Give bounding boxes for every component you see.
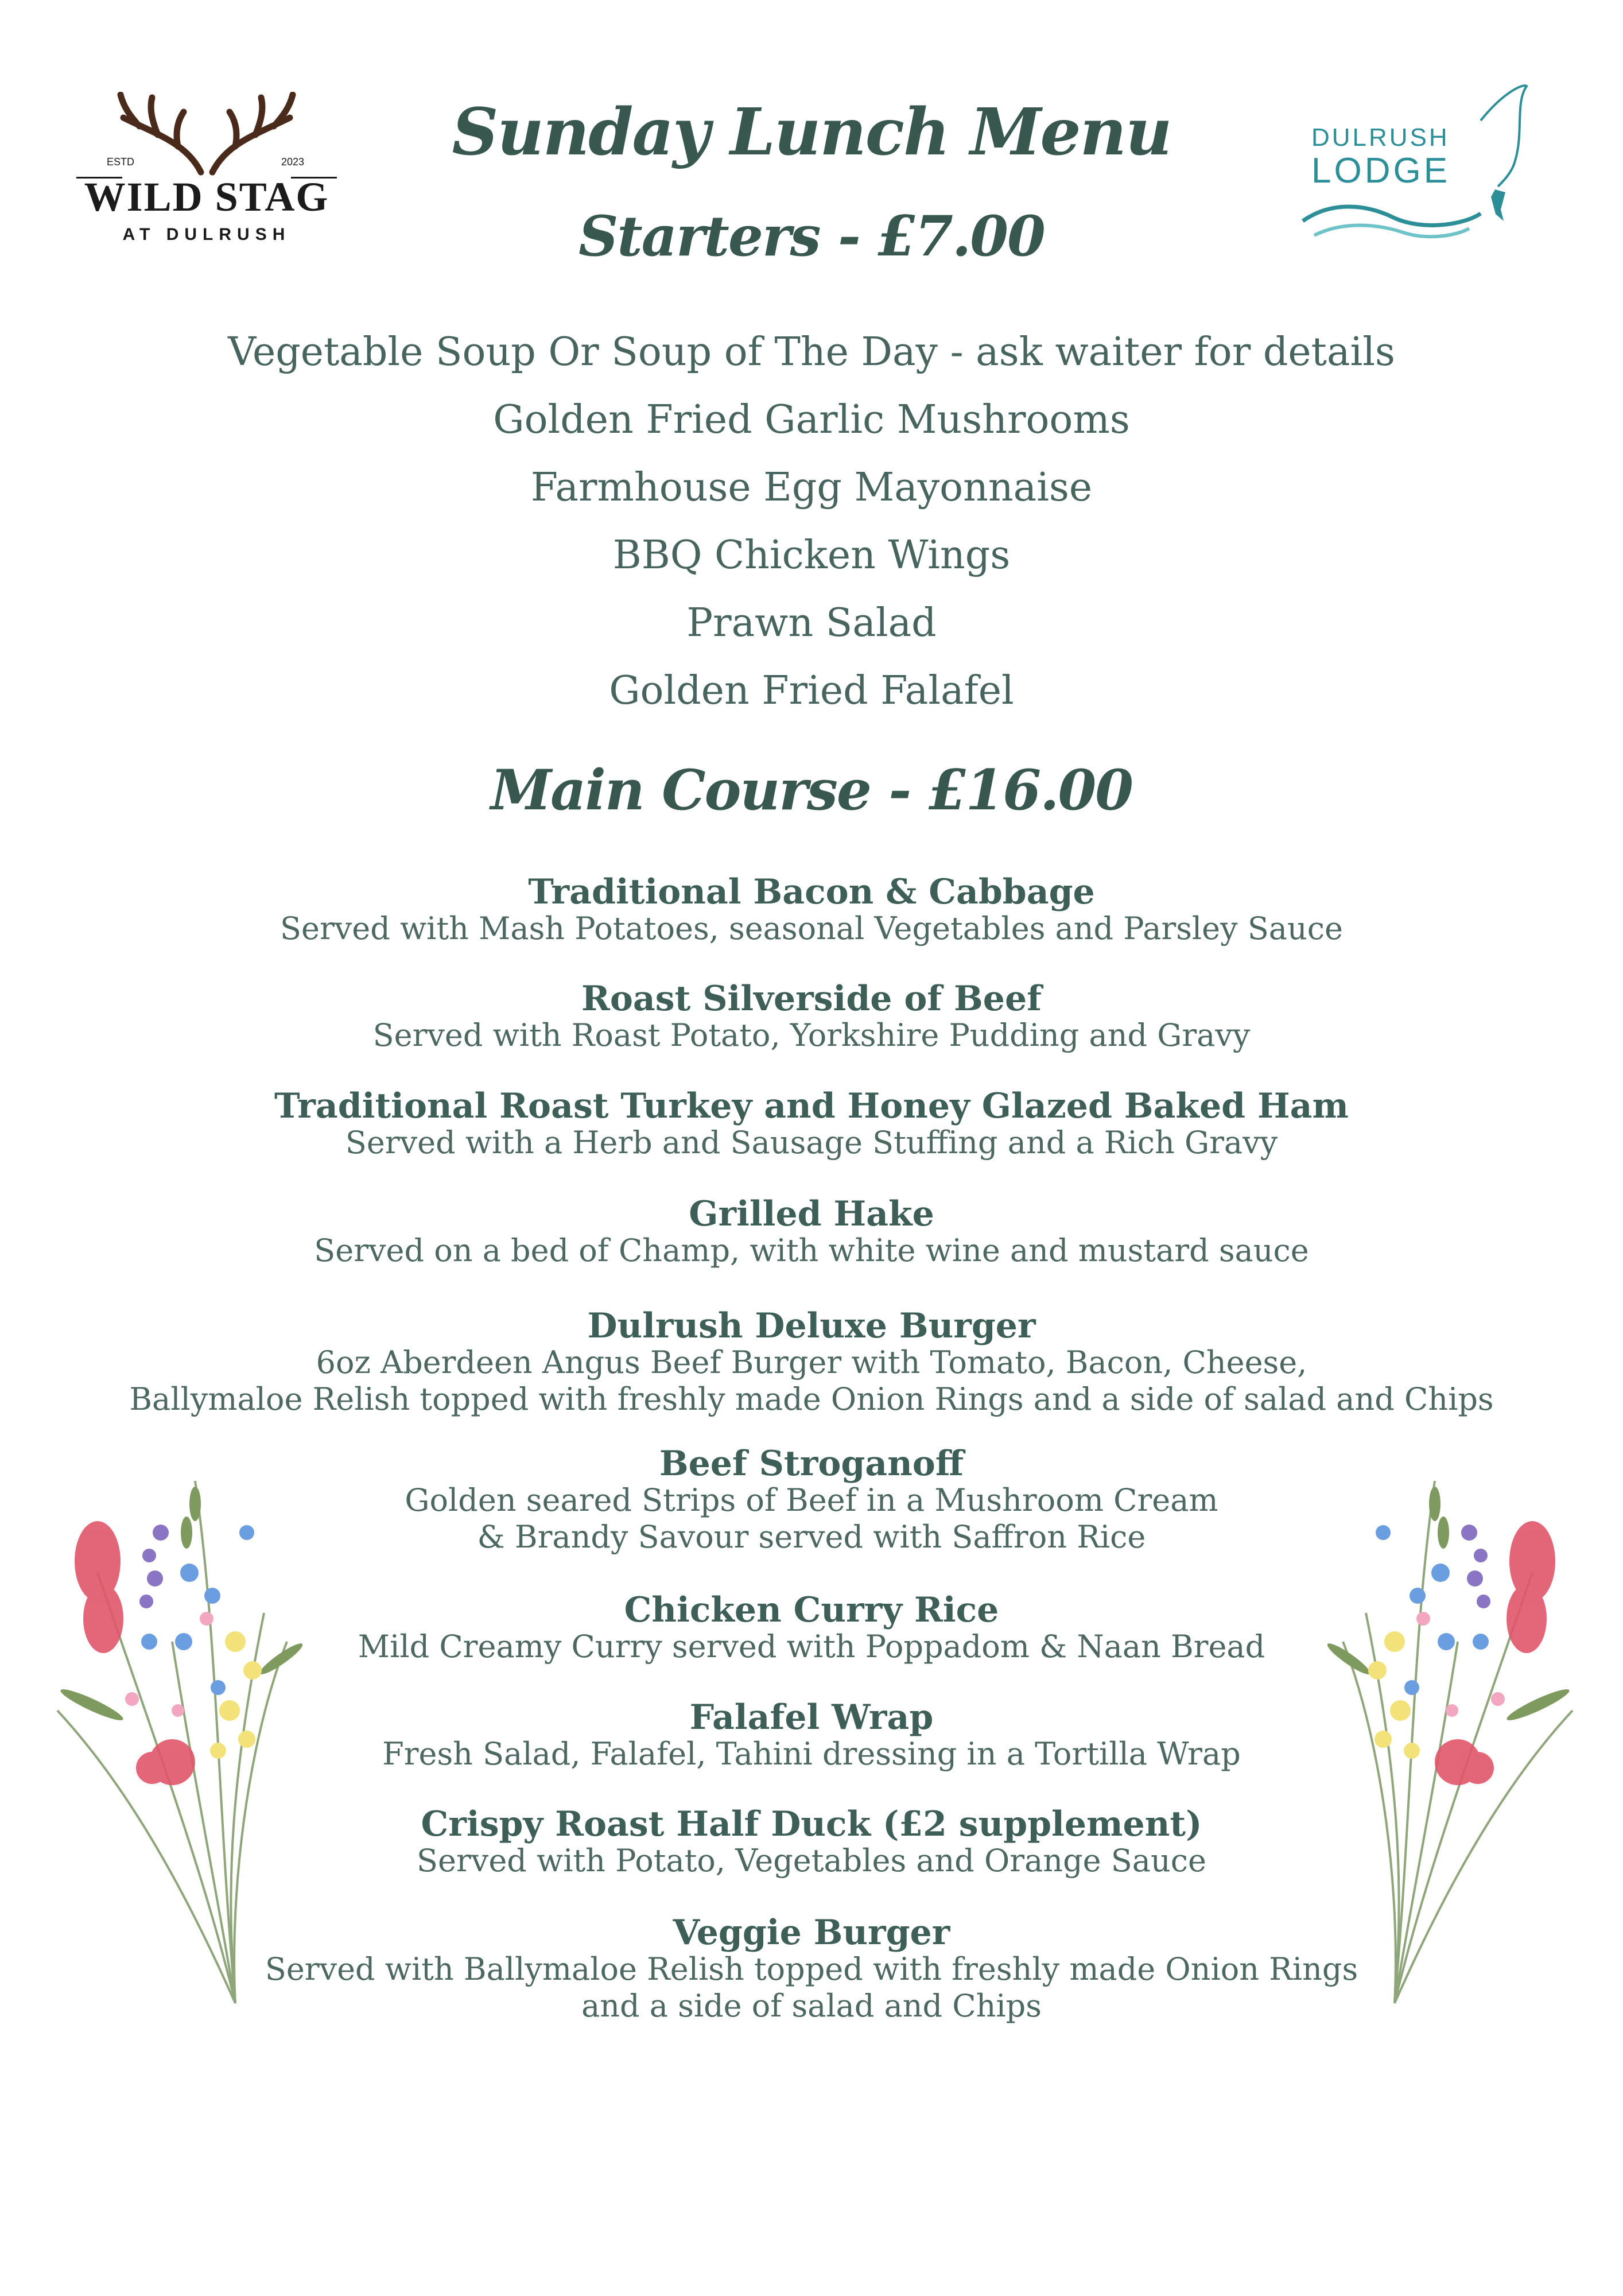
dish-name: Veggie Burger (673, 1913, 950, 1953)
logo-line1: DULRUSH (1311, 123, 1450, 152)
fish-icon (1491, 189, 1505, 221)
dish-name: Roast Silverside of Beef (581, 979, 1042, 1019)
dish-name: Dulrush Deluxe Burger (587, 1306, 1036, 1346)
logo-estd: ESTD (106, 156, 134, 168)
main-dish (0, 1088, 1623, 1161)
starter-item: Golden Fried Garlic Mushrooms (493, 397, 1130, 443)
main-dish (0, 874, 1623, 947)
dish-description: Golden seared Strips of Beef in a Mushroom Cream (405, 1482, 1218, 1518)
dish-description: 6oz Aberdeen Angus Beef Burger with Tomato, Bacon, Cheese, (316, 1344, 1307, 1380)
wildflower-bouquet-left-icon (46, 1469, 316, 2009)
starters-list (0, 319, 1623, 725)
wildflower-bouquet-right-icon (1314, 1469, 1584, 2009)
starter-item: Farmhouse Egg Mayonnaise (530, 465, 1093, 510)
dish-name: Beef Stroganoff (659, 1444, 964, 1484)
logo-line2: LODGE (1311, 151, 1451, 191)
logo-year: 2023 (281, 156, 305, 168)
dish-name: Falafel Wrap (689, 1697, 934, 1737)
dish-description: Served with Potato, Vegetables and Orange Sauce (417, 1843, 1206, 1879)
dish-description: Served on a bed of Champ, with white wine and mustard sauce (314, 1232, 1309, 1269)
main-dish (0, 980, 1623, 1054)
menu-title: Sunday Lunch Menu (452, 95, 1171, 170)
wild-stag-logo (72, 92, 341, 264)
starters-heading: Starters - £7.00 (578, 204, 1045, 269)
starter-item: Vegetable Soup Or Soup of The Day - ask waiter for details (228, 329, 1395, 375)
fishing-line-icon (1297, 80, 1538, 247)
dish-description: & Brandy Savour served with Saffron Rice (477, 1519, 1146, 1555)
dish-description: Served with Ballymaloe Relish topped with freshly made Onion Rings (265, 1951, 1358, 1987)
dish-description: Served with a Herb and Sausage Stuffing and a Rich Gravy (345, 1124, 1278, 1161)
dish-description: Served with Mash Potatoes, seasonal Vegetables and Parsley Sauce (280, 910, 1343, 947)
dish-description: and a side of salad and Chips (581, 1988, 1042, 2024)
dish-name: Traditional Bacon & Cabbage (528, 872, 1095, 912)
dish-name: Crispy Roast Half Duck (£2 supplement) (421, 1804, 1202, 1844)
logo-name: WILD STAG (84, 174, 329, 220)
dulrush-lodge-logo (1297, 80, 1538, 247)
dish-description: Ballymaloe Relish topped with freshly made Onion Rings and a side of salad and Chips (129, 1381, 1494, 1417)
logo-place: AT DULRUSH (122, 225, 291, 244)
starter-item: Golden Fried Falafel (609, 668, 1014, 713)
starter-item: BBQ Chicken Wings (612, 533, 1011, 578)
dish-name: Traditional Roast Turkey and Honey Glazed Baked Ham (274, 1086, 1349, 1126)
main-dish (0, 1308, 1623, 1418)
dish-name: Grilled Hake (689, 1194, 934, 1234)
main-dish (0, 1196, 1623, 1269)
dish-description: Served with Roast Potato, Yorkshire Pudding and Gravy (372, 1017, 1251, 1053)
dish-description: Mild Creamy Curry served with Poppadom & Naan Bread (358, 1628, 1265, 1665)
starter-item: Prawn Salad (686, 600, 937, 646)
dish-description: Fresh Salad, Falafel, Tahini dressing in a Tortilla Wrap (382, 1736, 1241, 1772)
main-course-heading: Main Course - £16.00 (490, 758, 1133, 823)
dish-name: Chicken Curry Rice (624, 1590, 999, 1630)
